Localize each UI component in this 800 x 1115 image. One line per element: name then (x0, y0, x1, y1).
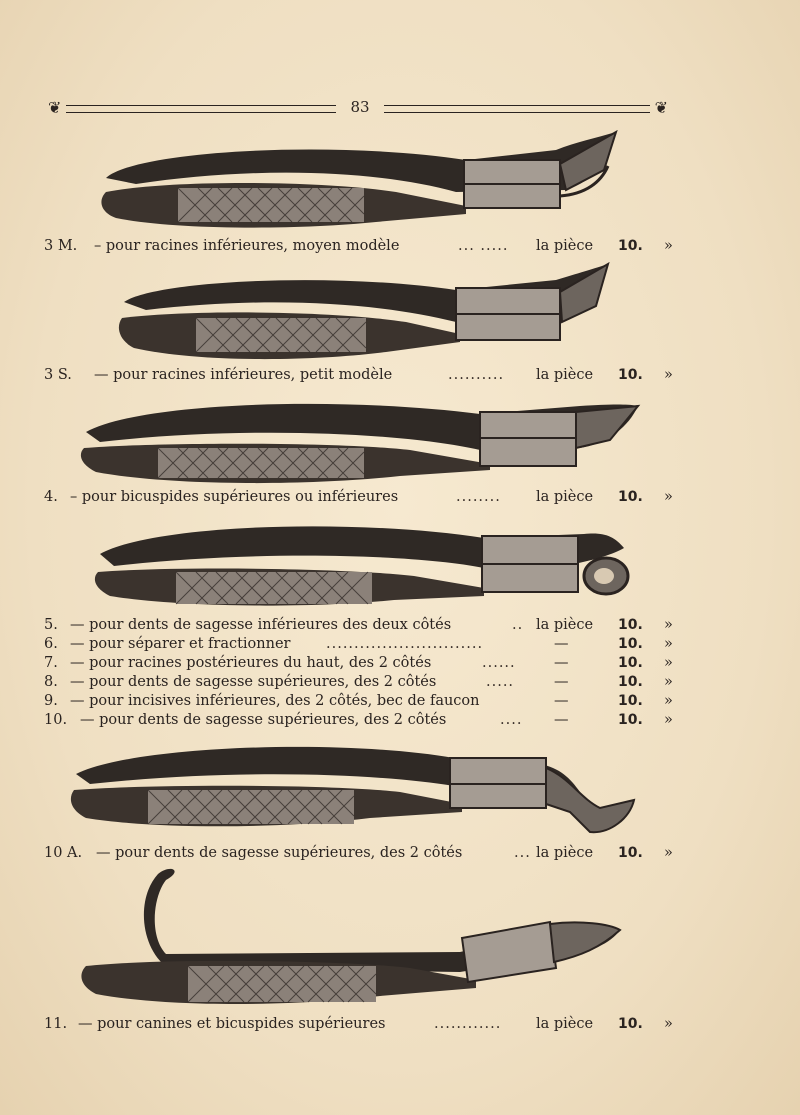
forceps-illustration-11 (80, 868, 628, 1018)
forceps-illustration-5 (94, 514, 636, 614)
item-row-10a (44, 843, 676, 863)
item-number: 10. (44, 712, 68, 728)
item-price: 10. (618, 693, 643, 709)
item-description: — pour incisives inférieures, des 2 côtés, bec de faucon (70, 693, 480, 709)
item-description: – pour racines inférieures, moyen modèle (94, 238, 400, 254)
item-row-3s (44, 365, 676, 385)
item-unit: la pièce (536, 367, 594, 383)
item-ditto-mark: » (664, 712, 673, 728)
header-rule-right (384, 105, 650, 113)
dot-leader: ...... (482, 655, 516, 671)
forceps-illustration-3s (116, 262, 616, 366)
item-ditto-mark: » (664, 845, 673, 861)
item-unit: — (554, 712, 569, 728)
item-ditto-mark: » (664, 617, 673, 633)
dot-leader: .... (500, 712, 523, 728)
item-description: — pour dents de sagesse supérieures, des 2 côtés (96, 845, 463, 861)
forceps-illustration-3m (96, 130, 626, 234)
item-unit: la pièce (536, 845, 594, 861)
item-unit: la pièce (536, 617, 594, 633)
item-row-10 (44, 710, 676, 730)
dot-leader: ............................ (326, 636, 484, 652)
item-unit: la pièce (536, 489, 594, 505)
item-price: 10. (618, 617, 643, 633)
item-price: 10. (618, 636, 643, 652)
item-price: 10. (618, 1016, 643, 1032)
item-ditto-mark: » (664, 489, 673, 505)
item-ditto-mark: » (664, 1016, 673, 1032)
dot-leader: ... ..... (458, 238, 509, 254)
item-number: 3 M. (44, 238, 78, 254)
dot-leader: ........ (456, 489, 501, 505)
dot-leader: ..... (486, 674, 515, 690)
dot-leader: ... (514, 845, 531, 861)
item-description: – pour bicuspides supérieures ou inférieures (70, 489, 399, 505)
item-description: — pour racines inférieures, petit modèle (94, 367, 393, 383)
item-description: — pour dents de sagesse supérieures, des 2 côtés (80, 712, 447, 728)
item-number: 4. (44, 489, 58, 505)
item-price: 10. (618, 238, 643, 254)
item-ditto-mark: » (664, 367, 673, 383)
item-row-11 (44, 1014, 676, 1034)
ornament-left-icon: ❦ (48, 98, 62, 117)
item-unit: la pièce (536, 1016, 594, 1032)
item-unit: — (554, 674, 569, 690)
item-ditto-mark: » (664, 655, 673, 671)
item-number: 6. (44, 636, 58, 652)
item-description: — pour dents de sagesse supérieures, des 2 côtés (70, 674, 437, 690)
dot-leader: .......... (448, 367, 505, 383)
item-number: 8. (44, 674, 58, 690)
item-row-6 (44, 634, 676, 654)
item-number: 9. (44, 693, 58, 709)
item-row-9 (44, 691, 676, 711)
item-price: 10. (618, 367, 643, 383)
header-rule-left (66, 105, 336, 113)
forceps-illustration-10a (70, 738, 640, 842)
page-number: 83 (350, 98, 370, 116)
item-unit: — (554, 636, 569, 652)
item-unit: — (554, 693, 569, 709)
item-unit: la pièce (536, 238, 594, 254)
item-row-5 (44, 615, 676, 635)
item-ditto-mark: » (664, 674, 673, 690)
item-number: 7. (44, 655, 58, 671)
item-number: 5. (44, 617, 58, 633)
item-ditto-mark: » (664, 238, 673, 254)
item-ditto-mark: » (664, 693, 673, 709)
item-unit: — (554, 655, 569, 671)
item-row-4 (44, 487, 676, 507)
item-row-3m (44, 236, 676, 256)
ornament-right-icon: ❦ (654, 98, 668, 117)
dot-leader: ............ (434, 1016, 502, 1032)
item-description: — pour canines et bicuspides supérieures (78, 1016, 386, 1032)
item-price: 10. (618, 845, 643, 861)
item-ditto-mark: » (664, 636, 673, 652)
item-number: 3 S. (44, 367, 72, 383)
page-header (48, 98, 668, 122)
item-description: — pour séparer et fractionner (70, 636, 291, 652)
item-number: 11. (44, 1016, 68, 1032)
forceps-illustration-4 (80, 392, 642, 490)
item-price: 10. (618, 712, 643, 728)
item-price: 10. (618, 489, 643, 505)
item-number: 10 A. (44, 845, 83, 861)
item-row-7 (44, 653, 676, 673)
item-price: 10. (618, 655, 643, 671)
item-price: 10. (618, 674, 643, 690)
dot-leader: .. (512, 617, 524, 633)
item-description: — pour dents de sagesse inférieures des deux côtés (70, 617, 452, 633)
item-description: — pour racines postérieures du haut, des 2 côtés (70, 655, 432, 671)
item-row-8 (44, 672, 676, 692)
